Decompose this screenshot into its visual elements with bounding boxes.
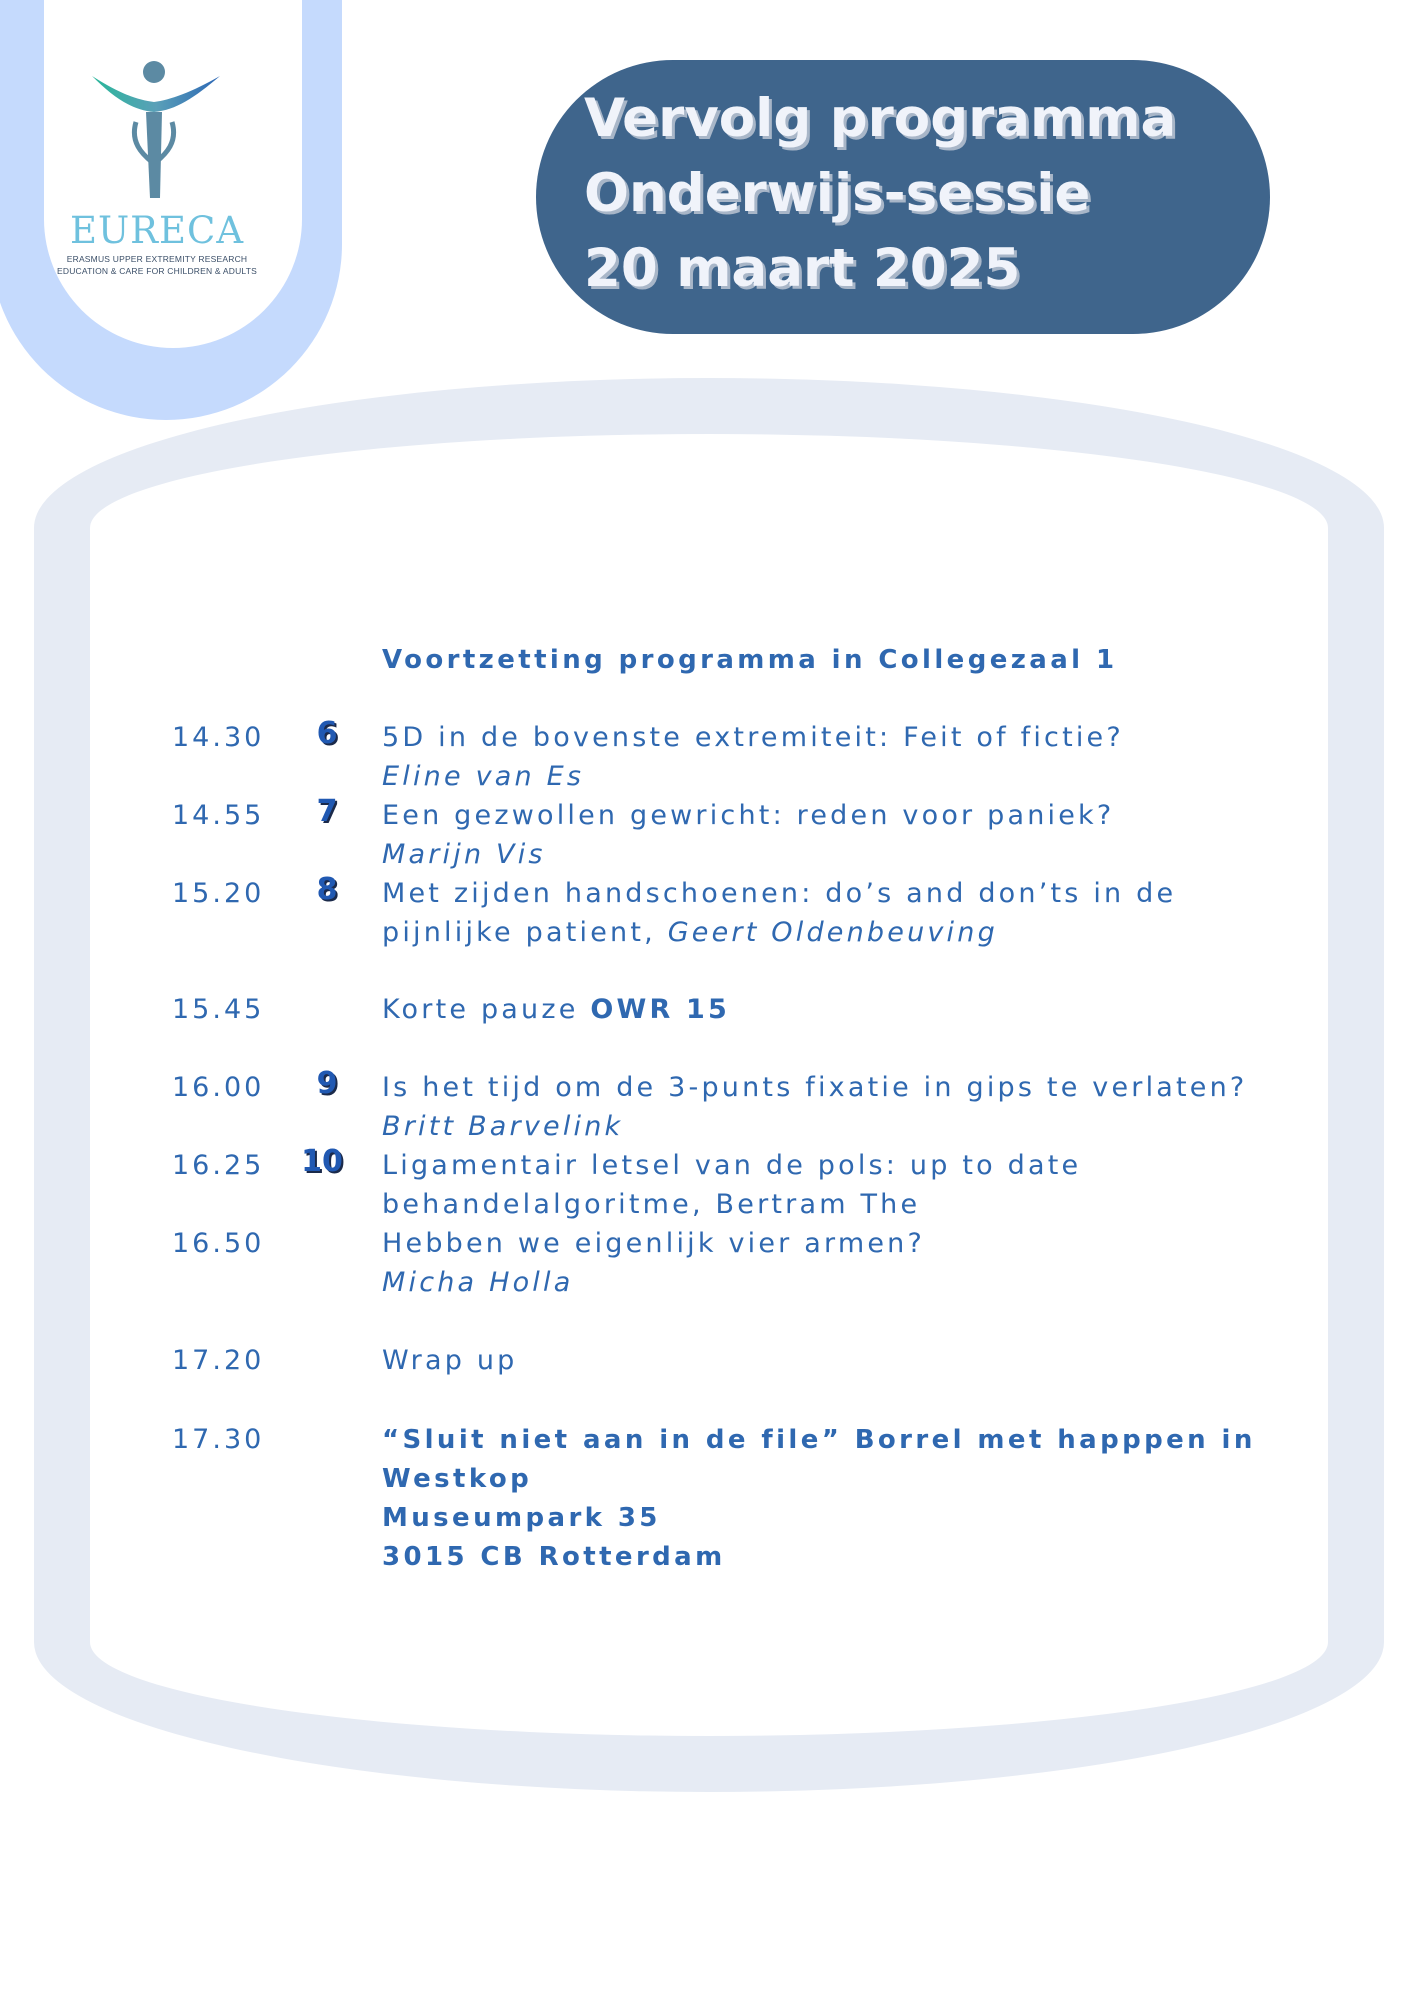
session-speaker: Micha Holla [382, 1267, 574, 1298]
break-text: Korte pauze [382, 994, 591, 1025]
session-title: Ligamentair letsel van de pols: up to date [382, 1150, 1082, 1181]
session-number: 7 [316, 794, 338, 829]
session-title: Is het tijd om de 3-punts fixatie in gips te verlaten? [382, 1072, 1248, 1103]
session-title: Een gezwollen gewricht: reden voor paniek? [382, 800, 1115, 831]
title-line-2: Onderwijs-sessie [584, 163, 1091, 224]
session-title-cont: pijnlijke patient, [382, 917, 668, 948]
title-pill [536, 60, 1270, 334]
session-number: 9 [316, 1066, 338, 1101]
logo-tagline-line2: EDUCATION & CARE FOR CHILDREN & ADULTS [57, 266, 257, 276]
session-number: 8 [316, 872, 338, 907]
session-time: 17.20 [172, 1345, 265, 1376]
session-time: 16.00 [172, 1072, 265, 1103]
session-title: Wrap up [382, 1345, 518, 1376]
borrel-venue: Westkop [382, 1464, 533, 1494]
session-speaker: Geert Oldenbeuving [667, 917, 998, 948]
session-title: Met zijden handschoenen: do’s and don’ts in de [382, 878, 1177, 909]
logo-name: EURECA [69, 209, 245, 252]
title-line-1: Vervolg programma [584, 88, 1177, 149]
break-location: OWR 15 [590, 994, 731, 1025]
borrel-address: Museumpark 35 [382, 1503, 661, 1533]
session-time: 15.45 [172, 994, 265, 1025]
session-time: 14.55 [172, 800, 265, 831]
session-title-line2 [382, 913, 998, 953]
break-line [382, 990, 730, 1030]
session-title: Hebben we eigenlijk vier armen? [382, 1228, 925, 1259]
borrel-title: “Sluit niet aan in de file” Borrel met happpen in [382, 1425, 1256, 1455]
session-speaker: Marijn Vis [382, 839, 546, 870]
session-time: 17.30 [172, 1424, 265, 1455]
session-time: 15.20 [172, 878, 265, 909]
borrel-city: 3015 CB Rotterdam [382, 1542, 726, 1572]
session-number: 6 [316, 716, 338, 751]
title-line-3: 20 maart 2025 [584, 238, 1021, 299]
session-speaker: Eline van Es [382, 761, 585, 792]
session-number: 10 [301, 1144, 343, 1179]
session-time: 14.30 [172, 722, 265, 753]
session-title-line2: behandelalgoritme, Bertram The [382, 1189, 921, 1220]
session-time: 16.25 [172, 1150, 265, 1181]
session-speaker: Britt Barvelink [382, 1111, 624, 1142]
eureca-figure-icon [90, 58, 222, 200]
session-title: 5D in de bovenste extremiteit: Feit of fictie? [382, 722, 1124, 753]
logo-tagline-line1: ERASMUS UPPER EXTREMITY RESEARCH [66, 254, 248, 264]
session-time: 16.50 [172, 1228, 265, 1259]
program-heading: Voortzetting programma in Collegezaal 1 [382, 645, 1118, 675]
